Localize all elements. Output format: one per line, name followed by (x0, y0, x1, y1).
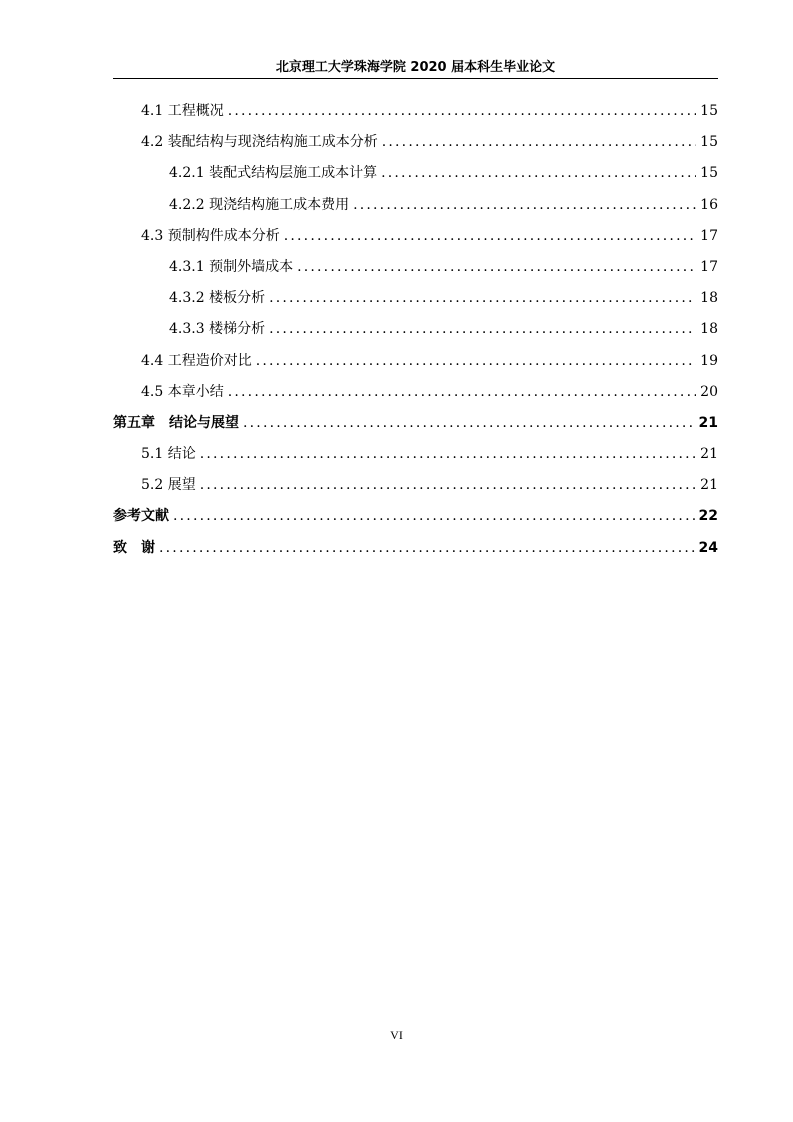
toc-leader-dots (269, 288, 696, 308)
toc-leader-dots (382, 132, 696, 152)
toc-leader-dots (381, 163, 696, 183)
toc-leader-dots (269, 319, 696, 339)
toc-entry-title: 4.3 预制构件成本分析 (141, 227, 280, 244)
toc-entry-title: 参考文献 (113, 508, 169, 525)
header-divider (113, 78, 718, 79)
toc-entry-page: 22 (698, 508, 718, 525)
toc-leader-dots (243, 413, 695, 433)
toc-leader-dots (159, 538, 695, 558)
toc-leader-dots (200, 475, 696, 495)
toc-chapter-entry[interactable] (113, 506, 718, 537)
toc-entry[interactable] (113, 444, 718, 475)
page-header-title: 北京理工大学珠海学院 2020 届本科生毕业论文 (275, 60, 556, 75)
toc-entry-page: 15 (700, 134, 718, 151)
toc-chapter-entry[interactable] (113, 538, 718, 569)
table-of-contents (113, 101, 718, 569)
toc-entry-page: 21 (700, 446, 718, 463)
toc-leader-dots (173, 506, 695, 526)
page-number: VI (390, 1028, 403, 1042)
toc-entry[interactable] (113, 163, 718, 194)
toc-entry-title: 致 谢 (113, 539, 155, 556)
toc-leader-dots (228, 382, 696, 402)
toc-entry-page: 16 (700, 196, 718, 213)
toc-entry-title: 4.2 装配结构与现浇结构施工成本分析 (141, 134, 378, 151)
toc-entry-page: 15 (700, 165, 718, 182)
toc-leader-dots (353, 195, 696, 215)
toc-entry[interactable] (113, 319, 718, 350)
toc-leader-dots (297, 257, 696, 277)
toc-entry-page: 19 (700, 352, 718, 369)
toc-entry-page: 18 (700, 290, 718, 307)
toc-entry-page: 21 (700, 477, 718, 494)
toc-entry[interactable] (113, 195, 718, 226)
toc-entry[interactable] (113, 475, 718, 506)
toc-entry-title: 4.3.2 楼板分析 (169, 290, 266, 307)
toc-leader-dots (256, 351, 696, 371)
toc-entry-page: 18 (700, 321, 718, 338)
toc-entry-title: 第五章 结论与展望 (113, 414, 239, 431)
toc-entry-page: 17 (700, 227, 718, 244)
toc-leader-dots (228, 101, 696, 121)
toc-entry-title: 5.1 结论 (141, 446, 196, 463)
toc-entry-page: 17 (700, 258, 718, 275)
toc-entry[interactable] (113, 257, 718, 288)
toc-entry-title: 4.4 工程造价对比 (141, 352, 252, 369)
toc-entry[interactable] (113, 351, 718, 382)
toc-entry-page: 24 (698, 539, 718, 556)
toc-entry-title: 5.2 展望 (141, 477, 196, 494)
toc-entry-title: 4.1 工程概况 (141, 103, 224, 119)
toc-entry-title: 4.2.1 装配式结构层施工成本计算 (169, 165, 378, 182)
toc-entry-title: 4.3.1 预制外墙成本 (169, 258, 294, 275)
toc-entry[interactable] (113, 101, 718, 132)
toc-entry-title: 4.3.3 楼梯分析 (169, 321, 266, 338)
toc-entry[interactable] (113, 132, 718, 163)
toc-chapter-entry[interactable] (113, 413, 718, 444)
toc-entry-page: 21 (698, 414, 718, 431)
toc-entry[interactable] (113, 288, 718, 319)
toc-leader-dots (284, 226, 696, 246)
toc-entry-title: 4.2.2 现浇结构施工成本费用 (169, 196, 350, 213)
toc-entry[interactable] (113, 226, 718, 257)
toc-entry-page: 20 (700, 383, 718, 400)
toc-entry[interactable] (113, 382, 718, 413)
toc-entry-title: 4.5 本章小结 (141, 383, 224, 400)
toc-leader-dots (200, 444, 696, 464)
toc-entry-page: 15 (700, 103, 718, 119)
